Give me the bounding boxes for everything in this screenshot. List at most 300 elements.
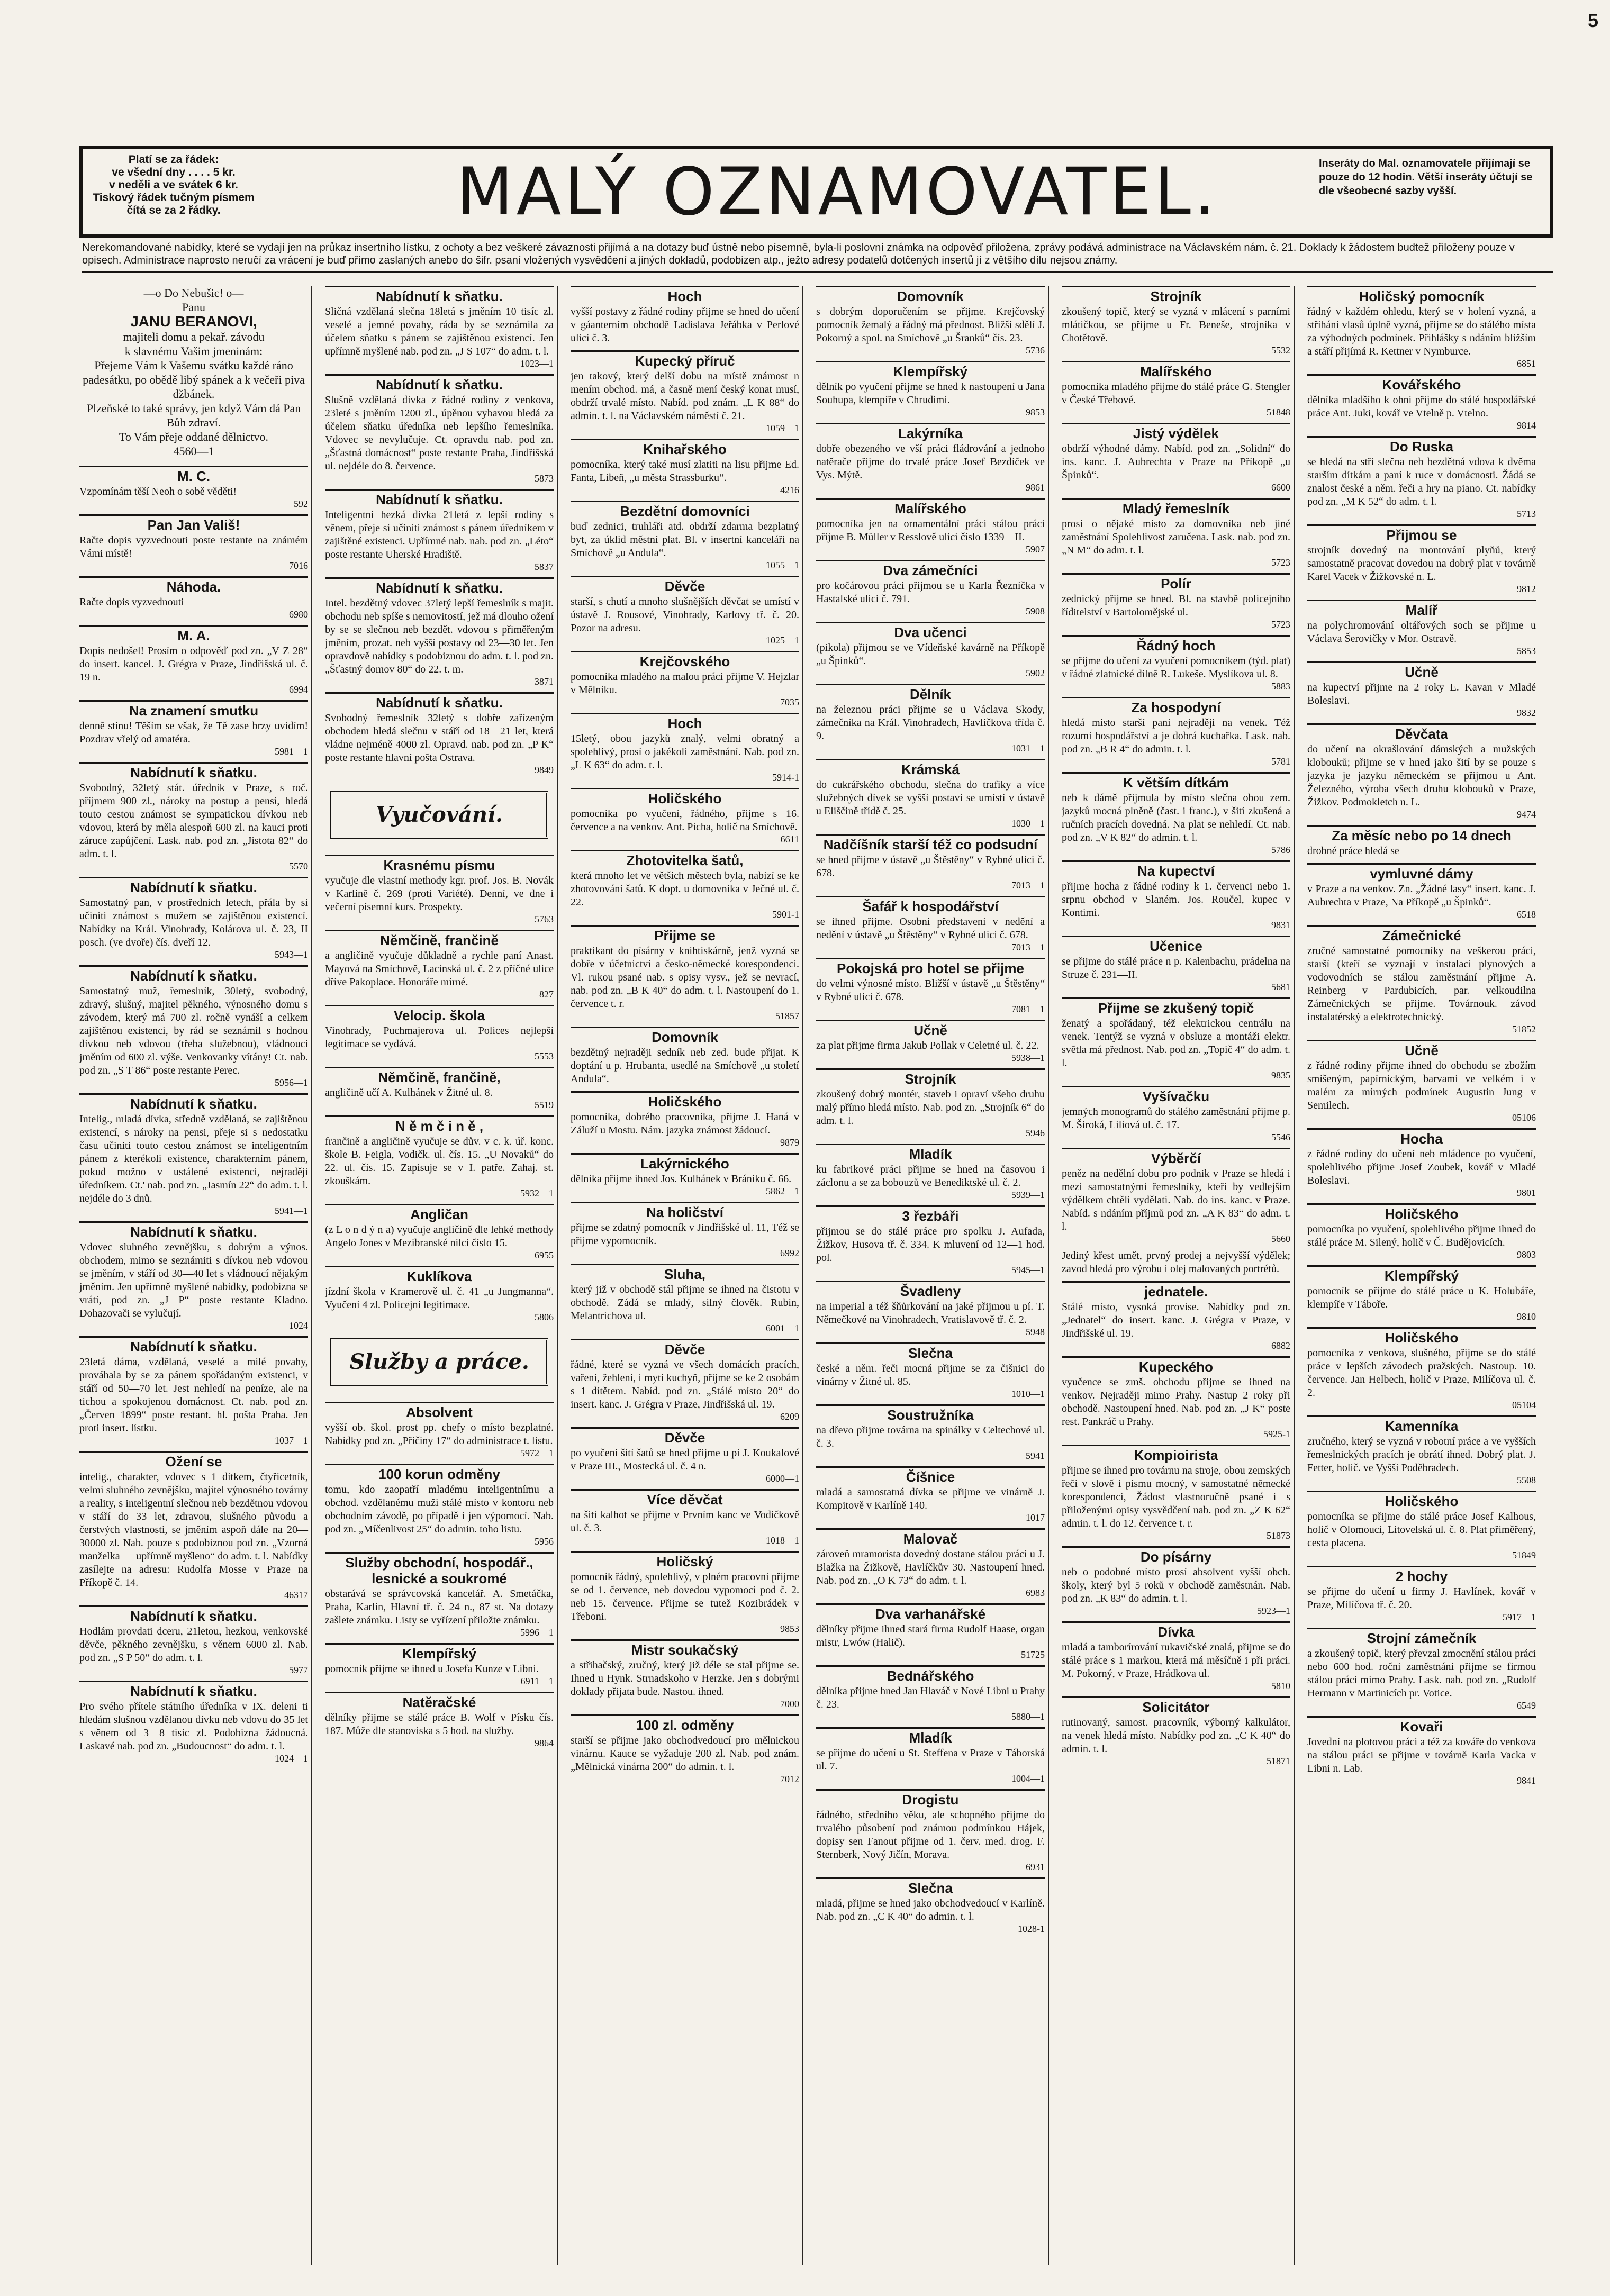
ad-body: angličině učí A. Kulhánek v Žitné ul. 8. bbox=[325, 1087, 493, 1099]
ad-reference-number: 51848 bbox=[1267, 407, 1290, 418]
ad-heading: Děvčata bbox=[1307, 723, 1536, 742]
classified-ad bbox=[816, 1205, 1045, 1275]
ad-body: Intelig., mladá dívka, středně vzdělaná, se zajištěnou existencí, s nároky na pensi, přeje si s nedostatku času učiniti touto cestou známost se inteligentním pánem z kterékoli existence, charakterním pánem, pokud možno v ustálené existenci, nejraději úředníkem. Ct.' nab. pod zn. „Jasmín 22“ do adm. t. l. nejdéle do 3 dnů. bbox=[79, 1113, 308, 1204]
classified-ad bbox=[325, 1643, 554, 1686]
ad-reference-number: 9853 bbox=[1026, 407, 1045, 418]
classified-ad bbox=[1062, 498, 1290, 568]
classified-ad bbox=[1307, 1265, 1536, 1322]
ad-heading: Mladý řemeslník bbox=[1062, 498, 1290, 516]
ad-heading: Nadčíšník starší též co podsudní bbox=[816, 834, 1045, 852]
ad-heading: jednatele. bbox=[1062, 1281, 1290, 1300]
classified-ad bbox=[816, 1665, 1045, 1722]
ad-heading: Zhotovitelka šatů, bbox=[571, 850, 799, 868]
classified-ad bbox=[571, 651, 799, 707]
ad-heading: Angličan bbox=[325, 1204, 554, 1222]
ad-reference-number: 6931 bbox=[1026, 1862, 1045, 1872]
ad-body: přijme hocha z řádné rodiny k 1. červenci nebo 1. srpnu obchod v Slaném. Jos. Roučel, kupec v Kontimi. bbox=[1062, 881, 1290, 919]
ad-body: pomocníka z venkova, slušného, přijme se do stálé práce v lepších závodech pražských. Nastoup. 10. července. Jan Helbech, holič v Praze, Milíčova ul. č. 2. bbox=[1307, 1347, 1536, 1399]
classified-ad bbox=[1062, 1148, 1290, 1244]
ad-body: dobře obezeného ve vší práci fládrování a jednoho natěrače přijme do trvalé práce Josef Bezdíček ve Vys. Mýtě. bbox=[816, 443, 1045, 481]
ad-heading: Absolvent bbox=[325, 1402, 554, 1420]
column-1 bbox=[79, 286, 312, 2265]
ad-body: Pro svého přítele státního úředníka v IX. deleni ti hledám slušnou vzdělanou dívku neb vdovu do 35 let s věnem od 3—8 tisíc zl. Podobizna žádoucná. Laskavé nab. pod zn. „Budoucnost“ do adm. t. l. bbox=[79, 1701, 308, 1752]
ad-body: intelig., charakter, vdovec s 1 dítkem, čtyřicetník, velmi sluhného zevnějšku, majitel výnosného továrny a reality, s inteligentní slečnou neb bezdětnou vdovou v stáří do 33 let, zdravou, slušného původu a čerstvých vlastnosti, se jměním aspoň dále na 20—30000 zl. Nab. pouze s podobiznou pod zn. „Vzorná manželka — upřímně myšleno“ do adm. t. l. Nabídky zasílejte na adresu: Rudolfa Mosse v Praze na Příkopě č. 14. bbox=[79, 1471, 308, 1589]
ad-body: pomocník přijme se ihned u Josefa Kunze v Libni. bbox=[325, 1663, 539, 1675]
classified-ad bbox=[571, 439, 799, 495]
classified-ad bbox=[571, 788, 799, 845]
ad-body: pomocníka, dobrého pracovníka, přijme J. Haná v Záluží u Mostu. Nám. jazyka známost žádoucí. bbox=[571, 1111, 799, 1136]
ad-reference-number: 5902 bbox=[1026, 668, 1045, 678]
classified-ad bbox=[1307, 1415, 1536, 1485]
classified-ad bbox=[1307, 661, 1536, 718]
classified-ad bbox=[1062, 286, 1290, 356]
ad-heading: Strojník bbox=[816, 1068, 1045, 1087]
ad-body: Hodlám provdati dceru, 21letou, hezkou, venkovské děvče, pěkného zevnějšku, s věnem 6000 zl. Nab. pod zn. „S P 50“ do adm. t. l. bbox=[79, 1626, 308, 1664]
classified-ad bbox=[1307, 1566, 1536, 1622]
ad-reference-number: 9879 bbox=[780, 1137, 799, 1148]
ad-heading: vymluvné dámy bbox=[1307, 863, 1536, 882]
ad-heading: Slečna bbox=[816, 1342, 1045, 1361]
ad-body: se přijme do učení u firmy J. Havlínek, kovář v Praze, Milíčova tř. č. 20. bbox=[1307, 1586, 1536, 1611]
ad-heading: 3 řezbáři bbox=[816, 1205, 1045, 1224]
ad-heading: Nabídnutí k sňatku. bbox=[79, 1681, 308, 1699]
classified-ad bbox=[1062, 697, 1290, 767]
ad-heading: Mladík bbox=[816, 1144, 1045, 1162]
classified-ad bbox=[325, 489, 554, 572]
classified-ad bbox=[325, 1115, 554, 1199]
ad-body: denně stínu! Těším se však, že Tě zase brzy uvidím! Pozdrav vřelý od amatéra. bbox=[79, 720, 308, 745]
classified-ad bbox=[1062, 1356, 1290, 1439]
ad-heading: Hoch bbox=[571, 713, 799, 731]
classified-ad bbox=[571, 1153, 799, 1196]
classified-ad bbox=[816, 759, 1045, 829]
ad-body: z řádné rodiny do učení neb mládence po vyučení, spolehlivého přijme Josef Zoubek, kovář v Mladé Boleslavi. bbox=[1307, 1148, 1536, 1186]
ad-reference-number: 5972—1 bbox=[520, 1448, 554, 1458]
ad-reference-number: 5763 bbox=[535, 914, 554, 924]
ad-reference-number: 5837 bbox=[535, 561, 554, 572]
ad-reference-number: 7016 bbox=[289, 560, 308, 571]
classified-ad bbox=[816, 1727, 1045, 1784]
classified-ad bbox=[325, 374, 554, 484]
ad-body: bezdětný nejraději sedník neb zed. bude přijat. K doptání u p. Hrubanta, usedlé na Smíchově „u století Andula“. bbox=[571, 1047, 799, 1085]
ad-heading: Holičského bbox=[1307, 1327, 1536, 1346]
section-heading: Služby a práce. bbox=[330, 1338, 548, 1386]
ad-body: zednický přijme se hned. Bl. na stavbě policejního říditelství v Bartolomějské ul. bbox=[1062, 593, 1290, 618]
classified-ad bbox=[1307, 524, 1536, 594]
ad-reference-number: 1024 bbox=[289, 1320, 308, 1331]
ad-body: po vyučení šití šatů se hned přijme u pí J. Koukalové v Praze III., Mostecká ul. č. 4 n. bbox=[571, 1447, 799, 1472]
ad-reference-number: 5810 bbox=[1271, 1681, 1290, 1691]
ad-reference-number: 9810 bbox=[1517, 1311, 1536, 1322]
ad-heading: Dva učenci bbox=[816, 622, 1045, 640]
greeting-line: k slavnému Vašim jmeninám: bbox=[124, 344, 263, 358]
ad-body: Stálé místo, vysoká provise. Nabídky pod zn. „Jednatel“ do insert. kanc. J. Grégra v Praze, v Jindřišské ul. 19. bbox=[1062, 1301, 1290, 1339]
rates-box bbox=[92, 153, 256, 217]
ad-body: pomocníka jen na ornamentální práci stálou práci přijme B. Müller v Resslově ulici číslo 1339—II. bbox=[816, 518, 1045, 543]
ad-heading: Drogistu bbox=[816, 1789, 1045, 1808]
ad-reference-number: 7012 bbox=[780, 1774, 799, 1784]
ad-reference-number: 9861 bbox=[1026, 482, 1045, 493]
ad-heading: Natěračské bbox=[325, 1692, 554, 1710]
ad-heading: Holičský bbox=[571, 1551, 799, 1569]
classified-ad bbox=[79, 1093, 308, 1216]
ad-body: obdrží výhodné dámy. Nabíd. pod zn. „Solidní“ do ins. kanc. J. Aubrechta v Praze na Příkopě „u Špinků“. bbox=[1062, 443, 1290, 481]
ad-reference-number: 5519 bbox=[535, 1100, 554, 1110]
classified-ad bbox=[79, 877, 308, 960]
ad-body: na železnou práci přijme se u Václava Skody, zámečníka na Král. Vinohradech, Havlíčkova třída č. 9. bbox=[816, 704, 1045, 742]
ad-heading: Holičský pomocník bbox=[1307, 286, 1536, 304]
classified-ad bbox=[1307, 825, 1536, 858]
ad-reference-number: 6882 bbox=[1271, 1340, 1290, 1351]
ad-body: strojník dovedný na montování plyňů, který samostatně pracovat dovedou na dobrý plat v továrně Karel Vacek v Žižkovské n. L. bbox=[1307, 544, 1536, 583]
ad-heading: Kovaři bbox=[1307, 1716, 1536, 1735]
ad-reference-number: 7081—1 bbox=[1011, 1004, 1045, 1014]
ad-heading: Krejčovského bbox=[571, 651, 799, 669]
ad-reference-number: 5508 bbox=[1517, 1475, 1536, 1485]
classified-ad bbox=[816, 834, 1045, 891]
ad-reference-number: 6994 bbox=[289, 684, 308, 695]
ad-heading: Němčině, frančině, bbox=[325, 1067, 554, 1085]
classified-ad bbox=[1307, 374, 1536, 431]
ad-heading: Dva varhanářské bbox=[816, 1603, 1045, 1622]
ad-reference-number: 6992 bbox=[780, 1248, 799, 1258]
ad-body: pomocník řádný, spolehlivý, v plném pracovní přijme se od 1. července, neb dovedou vypomoci pod č. 2. neb 15. července. Přijme se tutež Kozibrádek v Třeboni. bbox=[571, 1571, 799, 1622]
rates-line: ve všední dny . . . . 5 kr. bbox=[112, 166, 236, 178]
ad-body: přijme se ihned pro továrnu na stroje, obou zemských řečí v slově i písmu mocný, v samostatné německé korespondenci, Žádost vlastnoručně psané i s přiloženými opisy vysvědčení nab. pod zn. „Z K 62“ admin. t. l. do 12. července t. r. bbox=[1062, 1465, 1290, 1529]
classified-ad bbox=[79, 576, 308, 620]
ad-reference-number: 5723 bbox=[1271, 557, 1290, 568]
ad-body: z řádné rodiny přijme ihned do obchodu se zbožím smíšeným, papírnickým, barvami ve velkém i v malém za mírných podmínek Augustin Jung v Semilech. bbox=[1307, 1060, 1536, 1111]
ad-heading: Holičského bbox=[571, 1091, 799, 1110]
ad-reference-number: 5956—1 bbox=[275, 1077, 308, 1088]
ad-body: 23letá dáma, vzdělaná, veselé a milé povahy, prováhala by se za pánem spořádaným existenci, v stáří od 50—70 let. Jest nehledí na peníze, ale na tichou a spokojenou domácnost. Ct. nab. pod zn. „Červen 1899“ poste restant. hl. pošta Praha. Jen proti insert. lístku. bbox=[79, 1356, 308, 1434]
ad-body: jemných monogramů do stálého zaměstnání přijme p. M. Široká, Liliová ul. č. 17. bbox=[1062, 1106, 1290, 1131]
ad-heading: Přijme se bbox=[571, 925, 799, 943]
ad-heading: Krámská bbox=[816, 759, 1045, 777]
classified-ad bbox=[1307, 1040, 1536, 1123]
ad-heading: Na holičství bbox=[571, 1202, 799, 1220]
ad-heading: Náhoda. bbox=[79, 576, 308, 595]
ad-heading: Sluha, bbox=[571, 1264, 799, 1282]
ad-body: pro kočárovou práci přijmou se u Karla Řezníčka v Hastalské ulici č. 791. bbox=[816, 580, 1045, 605]
classified-ad bbox=[816, 684, 1045, 754]
ad-reference-number: 5553 bbox=[535, 1051, 554, 1061]
ad-body: se hledá na stři slečna neb bezdětná vdova k dvěma starším dítkám a paní k ruce v domácnosti. Žádá se znalost české a něm. řeči a hry na piano. Ct. nabídky pod zn. „M K 52“ do adm. t. l. bbox=[1307, 456, 1536, 507]
ad-reference-number: 9814 bbox=[1517, 420, 1536, 431]
ad-reference-number: 51873 bbox=[1267, 1530, 1290, 1541]
classified-ad bbox=[79, 1681, 308, 1764]
ad-heading: Zámečnické bbox=[1307, 925, 1536, 943]
ad-reference-number: 5941—1 bbox=[275, 1205, 308, 1216]
classified-ad bbox=[325, 1067, 554, 1110]
ad-reference-number: 05104 bbox=[1512, 1400, 1536, 1410]
ad-reference-number: 3871 bbox=[535, 676, 554, 687]
ad-reference-number: 5946 bbox=[1026, 1128, 1045, 1138]
ad-heading: 100 zl. odměny bbox=[571, 1714, 799, 1733]
ad-heading: Na kupectví bbox=[1062, 860, 1290, 879]
ad-body: dělníky přijme se stálé práce B. Wolf v Písku čís. 187. Může dle stanoviska s 5 hod. na služby. bbox=[325, 1712, 554, 1737]
ad-heading: 100 korun odměny bbox=[325, 1464, 554, 1482]
ad-body: drobné práce hledá se bbox=[1307, 845, 1399, 857]
ad-heading: Nabídnutí k sňatku. bbox=[325, 692, 554, 711]
rates-line: čítá se za 2 řádky. bbox=[126, 204, 221, 216]
classified-ad bbox=[325, 1552, 554, 1638]
classified-ad bbox=[79, 965, 308, 1088]
ad-heading: Hocha bbox=[1307, 1128, 1536, 1147]
ad-heading: Nabídnutí k sňatku. bbox=[325, 489, 554, 507]
ad-heading: Domovník bbox=[816, 286, 1045, 304]
ad-reference-number: 51871 bbox=[1267, 1756, 1290, 1766]
classified-ad bbox=[816, 286, 1045, 356]
ad-body: zkoušený topič, který se vyzná v mlácení s parními mlátičkou, se přijme u Fr. Beneše, strojníka v Chotětově. bbox=[1062, 306, 1290, 344]
ad-reference-number: 6600 bbox=[1271, 482, 1290, 493]
ad-body: za plat přijme firma Jakub Pollak v Celetné ul. č. 22. bbox=[816, 1040, 1039, 1051]
classified-ad bbox=[1307, 600, 1536, 656]
ad-body: (pikola) přijmou se ve Vídeňské kavárně na Příkopě „u Špinků“. bbox=[816, 642, 1045, 667]
ad-heading: Kompioirista bbox=[1062, 1445, 1290, 1463]
ad-heading: Nabídnutí k sňatku. bbox=[325, 374, 554, 393]
classified-ad bbox=[1062, 423, 1290, 493]
classified-ad bbox=[1062, 936, 1290, 992]
classified-ad bbox=[816, 1020, 1045, 1063]
ad-body: starší se přijme jako obchodvedoucí pro mělnickou vinárnu. Kauce se vyžaduje 200 zl. Nab. pod znám. „Mělnická vinárna 200“ do admin. t. l. bbox=[571, 1735, 799, 1773]
ad-reference-number: 51849 bbox=[1512, 1550, 1536, 1560]
ad-body: se přijme do učení u St. Steffena v Praze v Táborská ul. 7. bbox=[816, 1747, 1045, 1772]
classified-ad bbox=[816, 1877, 1045, 1934]
ad-body: se ihned přijme. Osobní představení v nedění a nedění v ústavě „u Štěstěny“ v Rybné ulici č. 678. bbox=[816, 916, 1045, 941]
ad-heading: Kovářského bbox=[1307, 374, 1536, 393]
ad-body: Jovední na plotovou práci a též za kováře do venkova na stálou práci se přijme v továrně Karla Vacka v Libni n. Lab. bbox=[1307, 1736, 1536, 1774]
ad-heading: Dva zámečníci bbox=[816, 560, 1045, 578]
ad-reference-number: 1004—1 bbox=[1011, 1773, 1045, 1784]
ad-reference-number: 5660 bbox=[1271, 1233, 1290, 1244]
ad-reference-number: 9841 bbox=[1517, 1775, 1536, 1786]
deadline-note: Inseráty do Mal. oznamovatele přijímají se pouze do 12 hodin. Větší inseráty účtují se dle všeobecné sazby vyšší. bbox=[1319, 158, 1533, 197]
ad-body: (z L o n d ý n a) vyučuje angličině dle lehké methody Angelo Jones v Mezibranské nilci číslo 15. bbox=[325, 1224, 554, 1249]
ad-reference-number: 6980 bbox=[289, 609, 308, 620]
ad-body: do cukrářského obchodu, slečna do trafiky a více služebných dívek se vyšší postaví se umístí v ústavě u Eliščině třídě č. 25. bbox=[816, 779, 1045, 817]
classified-ad bbox=[816, 1281, 1045, 1337]
classified-ad bbox=[571, 1264, 799, 1333]
ad-reference-number: 9474 bbox=[1517, 809, 1536, 820]
ad-heading: Kupeckého bbox=[1062, 1356, 1290, 1375]
ad-body: frančině a angličině vyučuje se dův. v c. k. úř. konc. škole B. Feigla, Vodičk. ul. čís. 15. „U Novaků“ do 22. ul. čís. 15. Zapisuje se v I. patře. Zahaj. st. zkouškám. bbox=[325, 1136, 554, 1187]
ad-reference-number: 7013—1 bbox=[1011, 942, 1045, 952]
ad-heading: Malířského bbox=[816, 498, 1045, 516]
classified-ad bbox=[325, 692, 554, 775]
ad-reference-number: 5532 bbox=[1271, 345, 1290, 356]
ad-reference-number: 6611 bbox=[780, 834, 799, 845]
classified-ad bbox=[816, 1144, 1045, 1200]
greeting-line: —o Do Nebušic! o— bbox=[143, 286, 244, 300]
ad-heading: Malířského bbox=[1062, 361, 1290, 379]
ad-body: tomu, kdo zaopatří mladému inteligentnímu a obchod. vzdělanému muži stálé místo v kontoru neb obchodním závodě, po případě i jen výpomocí. Nab. pod zn. „Míčenlivost 25“ do admin. toho listu. bbox=[325, 1484, 554, 1535]
ad-heading: Za hospodyní bbox=[1062, 697, 1290, 715]
ad-body: buď zednici, truhláři atd. obdrží zdarma bezplatný byt, za úklid městní plat. Bl. v insertní kanceláři na Smíchově „u Andula“. bbox=[571, 521, 799, 559]
classified-ad bbox=[325, 577, 554, 687]
rates-line: v neděli a ve svátek 6 kr. bbox=[108, 179, 238, 191]
ad-reference-number: 5943—1 bbox=[275, 949, 308, 960]
greeting-line: Přejeme Vám k Vašemu svátku každé ráno padesátku, po obědě libý spánek a k večeři piva džbánek. bbox=[83, 359, 305, 401]
ad-body: Intel. bezdětný vdovec 37letý lepší řemeslník s majit. obchodu neb spíše s nemovitostí, jež má dlouho ožení by se se slečnou neb bezdět. vdovou s přiměřeným jměním, prozat. neb vyšší postavy od 23—30 let. Jen opravdově nabídky s podobiznou do adm. t. l. pod zn. „Šťastný domov 80“ do 22. t. m. bbox=[325, 597, 554, 675]
ad-body: pomocníka se přijme do stálé práce Josef Kalhous, holič v Olomouci, Litovelská ul. č. 8. Plat přiměřený, cesta placena. bbox=[1307, 1511, 1536, 1549]
classified-ad bbox=[816, 1466, 1045, 1523]
ad-heading: Přijmou se bbox=[1307, 524, 1536, 543]
ad-reference-number: 6955 bbox=[535, 1250, 554, 1260]
ad-reference-number: 1059—1 bbox=[766, 423, 799, 433]
classified-ad bbox=[1307, 1128, 1536, 1198]
ad-reference-number: 5901-1 bbox=[772, 909, 799, 920]
column-4 bbox=[816, 286, 1049, 2265]
classified-ad bbox=[571, 576, 799, 646]
ad-body: přijmou se do stálé práce pro spolku J. Aufada, Žižkov, Husova tř. č. 334. K mluvení od 12—1 hod. pol. bbox=[816, 1226, 1045, 1264]
ad-body: vyšší postavy z řádné rodiny přijme se hned do učení v gáanterním obchodě Ladislava Jeřábka v Perlové ulici č. 3. bbox=[571, 306, 799, 344]
ad-heading: Učně bbox=[816, 1020, 1045, 1038]
classified-ad bbox=[325, 1464, 554, 1547]
ad-heading: Klempířský bbox=[1307, 1265, 1536, 1284]
ad-heading: Velocip. škola bbox=[325, 1005, 554, 1023]
classified-ad bbox=[571, 1714, 799, 1784]
ad-body: praktikant do písárny v knihtiskárně, jenž vyzná se dobře v účetnictví a česko-německé korespondenci. Vl. rukou psané nab. s opisy vysv., jež se nevrací, nab. pod zn. „B K 40“ do adm. t. l. Nastoupení do 1. července t. r. bbox=[571, 945, 799, 1010]
ad-reference-number: 7000 bbox=[780, 1699, 799, 1709]
ad-heading: Dělník bbox=[816, 684, 1045, 702]
ad-body: české a něm. řeči mocná přijme se za čišnici do vinárny v Žitné ul. 85. bbox=[816, 1363, 1045, 1387]
ad-reference-number: 1010—1 bbox=[1011, 1389, 1045, 1399]
ad-reference-number: 1031—1 bbox=[1011, 743, 1045, 754]
classified-ad bbox=[1062, 997, 1290, 1081]
ad-body: Račte dopis vyzvednouti bbox=[79, 596, 184, 608]
ad-reference-number: 592 bbox=[294, 498, 308, 509]
ad-reference-number: 6209 bbox=[780, 1411, 799, 1422]
classified-ad bbox=[816, 1068, 1045, 1138]
ad-heading: K větším dítkám bbox=[1062, 772, 1290, 791]
classified-ad bbox=[1307, 1491, 1536, 1560]
classified-ad bbox=[1062, 1621, 1290, 1691]
classified-ad bbox=[79, 514, 308, 571]
ad-reference-number: 5938—1 bbox=[1011, 1052, 1045, 1063]
classified-ad bbox=[325, 1402, 554, 1458]
ad-heading: Za měsíc nebo po 14 dnech bbox=[1307, 825, 1536, 843]
ad-body: prosí o nějaké místo za domovníka neb jiné zaměstnání Spolehlivost zaručena. Lask. nab. pod zn. „N M“ do adm. t. l. bbox=[1062, 518, 1290, 556]
ad-reference-number: 46317 bbox=[284, 1590, 308, 1600]
ad-reference-number: 51725 bbox=[1021, 1649, 1045, 1660]
classified-ad bbox=[1062, 1281, 1290, 1351]
ad-heading: Krasnému písmu bbox=[325, 855, 554, 873]
greeting-line: Panu bbox=[182, 301, 205, 314]
ad-body: Dopis nedošel! Prosím o odpověď pod zn. „V Z 28“ do insert. kancel. J. Grégra v Praze, Jindřišská ul. č. 19 n. bbox=[79, 645, 308, 683]
ad-heading: Kamenníka bbox=[1307, 1415, 1536, 1434]
page-title: MALÝ OZNAMOVATEL. bbox=[456, 154, 1218, 230]
ad-heading: Učně bbox=[1307, 661, 1536, 680]
ad-heading: Knihařského bbox=[571, 439, 799, 457]
classified-ad bbox=[79, 466, 308, 509]
ad-reference-number: 5786 bbox=[1271, 845, 1290, 855]
ad-body: pomocníka, který také musí zlatiti na lisu přijme Ed. Fanta, Libeň, „u města Strassburku“. bbox=[571, 459, 799, 484]
classified-ad bbox=[571, 501, 799, 570]
ad-body: která mnoho let ve větších městech byla, nabízí se ke zhotovování šatů. K dopt. u domovníka v Ječné ul. č. 22. bbox=[571, 870, 799, 908]
classified-ad bbox=[571, 286, 799, 345]
ad-body: řádné, které se vyzná ve všech domácích pracích, vaření, žehlení, i mytí kuchyň, přijme se ke 2 osobám s 1 dítětem. Nabíd. pod zn. „Stálé místo 20“ do insert. kanc. J. Grégra v Praze, Jindřišská ul. 19. bbox=[571, 1359, 799, 1410]
ad-body: vyšší ob. škol. prost pp. chefy o místo bezplatné. Nabídky pod zn. „Příčiny 17“ do administrace t. listu. bbox=[325, 1422, 554, 1447]
ad-reference-number: 9831 bbox=[1271, 920, 1290, 930]
ad-reference-number: 5917—1 bbox=[1503, 1612, 1536, 1622]
classified-ad bbox=[79, 762, 308, 872]
ad-body: Svobodný řemeslník 32letý s dobře zařízeným obchodem hledá slečnu v stáří od 18—21 let, která vládne nejméně 4000 zl. Opravd. nab. pod zn. „P K“ poste restante hlavní pošta Ostrava. bbox=[325, 712, 554, 764]
ad-reference-number: 5713 bbox=[1517, 509, 1536, 519]
ad-body: Vdovec sluhného zevnějšku, s dobrým a výnos. obchodem, mimo se seznámiti s dívkou neb vdovou se jměním, v stáří od 30—40 let s vládnoucí nějakým jměním. Jen upřímně myšlené nabídky, podobizna se vrátí, pod zn. „J P“ poste restante Kladno. Dohazovači se vylučují. bbox=[79, 1241, 308, 1319]
ad-heading: Děvče bbox=[571, 576, 799, 594]
column-3 bbox=[571, 286, 803, 2265]
ad-heading: Nabídnutí k sňatku. bbox=[79, 877, 308, 895]
ad-body: se přijme do stálé práce n p. Kalenbachu, prádelna na Struze č. 231—II. bbox=[1062, 956, 1290, 981]
ad-body: mladá a samostatná dívka se přijme ve vinárně J. Kompitově v Karlíně 140. bbox=[816, 1486, 1045, 1511]
ad-reference-number: 9803 bbox=[1517, 1249, 1536, 1260]
classified-ad bbox=[571, 713, 799, 783]
ad-heading: 2 hochy bbox=[1307, 1566, 1536, 1584]
ad-body: dělníka mladšího k ohni přijme do stálé hospodářské práce Ant. Juki, kovář ve Vtelně p. Vtelno. bbox=[1307, 394, 1536, 419]
ad-body: Račte dopis vyzvednouti poste restante na známém Vámi místě! bbox=[79, 534, 308, 559]
greeting-line: To Vám přeje oddané dělnictvo. bbox=[119, 430, 269, 443]
ad-heading: Děvče bbox=[571, 1427, 799, 1446]
ad-reference-number: 5880—1 bbox=[1011, 1711, 1045, 1722]
ad-reference-number: 9812 bbox=[1517, 584, 1536, 594]
ad-body: peněz na nedělní dobu pro podnik v Praze se hledá i mezi samostatnými řemeslníky, kteří by vedlejším výdělkem chtěli vydělati. Nab. do ins. kanc. v Praze. Nabíd. s ndáním příjmů pod zn. „A K 83“ do adm. t. l. bbox=[1062, 1168, 1290, 1232]
ad-body: Inteligentní hezká dívka 21letá z lepší rodiny s věnem, přeje si učiniti známost s pánem úředníkem v zajištěné existenci. Upřímné nab. nab. pod zn. „Léto“ poste restante Uherské Hradiště. bbox=[325, 509, 554, 560]
ad-heading: Klempířský bbox=[816, 361, 1045, 379]
ad-body: Slušně vzdělaná dívka z řádné rodiny z venkova, 23leté s jměním 1200 zl., úpěnou vybavou hledá za účelem sňatku úředníka neb lepšího řemeslníka. Vdovec se nevylučuje. Ct. opravdu nab. pod zn. „Šťastná domácnost“ poste restante Praha, Jindřišská ul. nejdéle do 8. července. bbox=[325, 394, 554, 472]
ad-reference-number: 9864 bbox=[535, 1738, 554, 1748]
ad-body: vyučence se zmš. obchodu přijme se ihned na venkov. Nejraději mimo Prahy. Nastup 2 roky při obchodě. Nastoupení hned. Nab. pod zn. „J K“ poste rest. Pankráč u Prahy. bbox=[1062, 1376, 1290, 1428]
ad-reference-number: 5681 bbox=[1271, 982, 1290, 992]
ad-reference-number: 51852 bbox=[1512, 1024, 1536, 1034]
ad-reference-number: 1024—1 bbox=[275, 1753, 308, 1764]
greeting-line: majiteli domu a pekař. závodu bbox=[123, 330, 265, 343]
ad-heading: Vyšívačku bbox=[1062, 1086, 1290, 1104]
rates-line: Platí se za řádek: bbox=[128, 153, 219, 166]
classified-ad bbox=[1062, 1546, 1290, 1616]
ad-body: na imperial a též šňůrkování na jaké přijmou u pí. T. Němečkové na Vinohradech, Vratislavově tř. č. 2. bbox=[816, 1301, 1045, 1326]
ad-reference-number: 9853 bbox=[780, 1623, 799, 1634]
ad-heading: Dívka bbox=[1062, 1621, 1290, 1640]
ad-body: zručné samostatné pomocníky na veškerou práci, starší (kteří se vyznají v instalaci plynových a vodovodních se stálou zaměstnání přijme A. Reinberg v Pardubicích, par. velkoudilna Zámečnických se přijme. Továrnouk. závod instalatérský a elektrotechnický. bbox=[1307, 945, 1536, 1023]
ad-heading: Mistr soukačský bbox=[571, 1639, 799, 1658]
admin-notice: Nerekomandované nabídky, které se vydají jen na průkaz insertního lístku, z ochoty a bez veškeré závaznosti přijímá a na dotazy buď ústně nebo písemně, byla-li poslovní známka na odpověď přiložena, zprávy podává administrace na Václavském nám. č. 21. Doklady k žádostem budtež přiloženy pouze v opisech. Administrace naprosto neručí za vrácení je buď přímo zaslaných anebo do šifr. psaní vložených vysvědčení a jiných dokladů, podobizen atp., ježto adresy podatelů dotčených insertů jí z většího dílu nejsou známy. bbox=[82, 241, 1553, 273]
ad-body: na kupectví přijme na 2 roky E. Kavan v Mladé Boleslavi. bbox=[1307, 682, 1536, 706]
ad-reference-number: 5956 bbox=[535, 1536, 554, 1547]
ad-heading: Klempířský bbox=[325, 1643, 554, 1662]
ad-reference-number: 5862—1 bbox=[766, 1186, 799, 1196]
ad-heading: Šafář k hospodářství bbox=[816, 896, 1045, 914]
classified-ad bbox=[816, 498, 1045, 555]
classified-ad bbox=[79, 700, 308, 757]
classified-ad bbox=[1062, 361, 1290, 418]
classified-ad bbox=[1307, 863, 1536, 920]
classified-ad bbox=[1062, 1445, 1290, 1541]
ad-reference-number: 5873 bbox=[535, 473, 554, 484]
ad-body: a střihačský, zručný, který již déle se stal přijme se. Ihned u Hynk. Strnadskoho v Herzke. Jen s dobrými doklady přijata bude. Nastou. ihned. bbox=[571, 1659, 799, 1698]
ad-body: neb k dámě přijmula by místo slečna obou zem. jazyků mocná plněně (čast. i franc.), v šití zkušená a ručních pracích dovedná. Na plat se nehledí. Ct. nab. pod zn. „V K 82“ do admin. t. l. bbox=[1062, 792, 1290, 843]
ad-heading: Holičského bbox=[1307, 1491, 1536, 1509]
ad-body: a angličině vyučuje důkladně a rychle paní Anast. Mayová na Smíchově, Lacinská ul. č. 2 z příčné ulice dříve Pakoplace. Honoráře mírné. bbox=[325, 950, 554, 988]
classified-ad bbox=[1062, 635, 1290, 692]
ad-reference-number: 9801 bbox=[1517, 1187, 1536, 1198]
ad-body: řádný v každém ohledu, který se v holení vyzná, a stříhání vlasů úplně vyzná, přijme se do stálého místa za výhodných podmínek. Přihlášky s ndáním bližším a stáří přijímá R. Kettner v Nymburce. bbox=[1307, 306, 1536, 357]
ad-body: zručného, který se vyzná v robotní práce a ve vyšších řemeslnických pracích je obrátí ihned. Dobrý plat. J. Fetter, holič. ve Vyšší Poděbradech. bbox=[1307, 1436, 1536, 1474]
ad-heading: Malíř bbox=[1307, 600, 1536, 618]
ad-reference-number: 6518 bbox=[1517, 909, 1536, 920]
classified-ad bbox=[816, 361, 1045, 418]
greeting-line: 4560—1 bbox=[173, 444, 214, 458]
